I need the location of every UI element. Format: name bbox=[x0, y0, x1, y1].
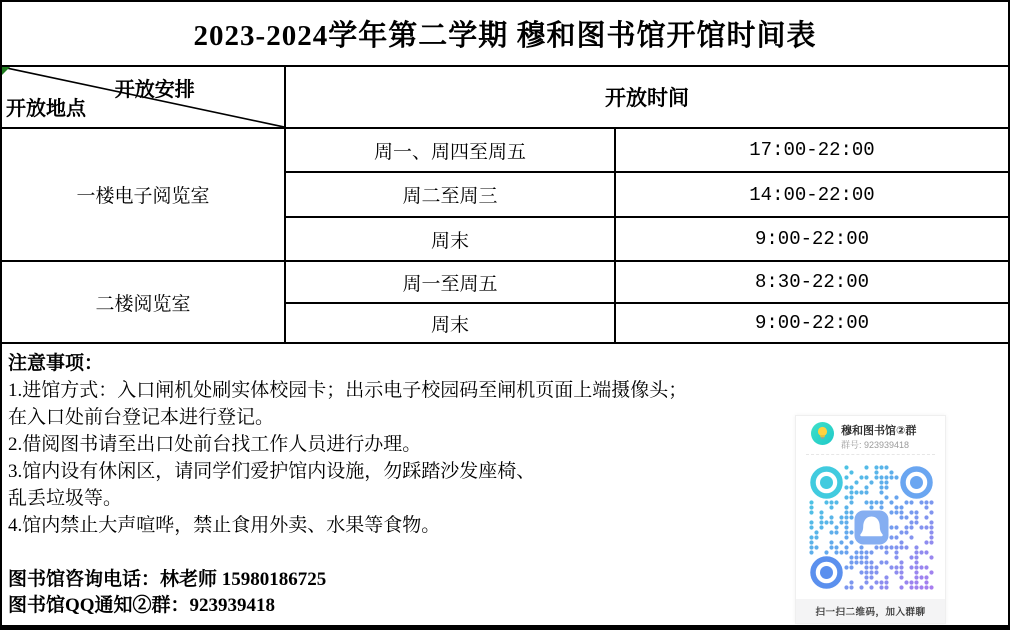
page-title: 2023-2024学年第二学期 穆和图书馆开馆时间表 bbox=[2, 2, 1008, 66]
time-cell: 8:30-22:00 bbox=[615, 261, 1008, 303]
note-line: 4.馆内禁止大声喧哗，禁止食用外卖、水果等食物。 bbox=[8, 515, 441, 536]
note-line: 在入口处前台登记本进行登记。 bbox=[8, 407, 275, 428]
table-row bbox=[2, 261, 1008, 303]
notes-heading: 注意事项： bbox=[8, 353, 104, 374]
days-cell: 周一、周四至周五 bbox=[285, 128, 615, 172]
header-open-time: 开放时间 bbox=[285, 66, 1008, 128]
location-floor1: 一楼电子阅览室 bbox=[2, 128, 285, 261]
cell-corner-marker bbox=[2, 67, 10, 75]
lightbulb-icon bbox=[811, 422, 834, 445]
location-floor2: 二楼阅览室 bbox=[2, 261, 285, 343]
qq-group-card bbox=[795, 415, 946, 624]
header-arrangement-label: 开放安排 bbox=[114, 79, 195, 101]
days-cell: 周末 bbox=[285, 217, 615, 261]
group-name: 穆和图书馆②群 bbox=[841, 425, 917, 437]
header-location-label: 开放地点 bbox=[6, 98, 86, 120]
qr-code-graphic bbox=[809, 465, 934, 590]
note-line: 1.进馆方式：入口闸机处刷实体校园卡；出示电子校园码至闸机页面上端摄像头； bbox=[8, 380, 688, 401]
note-line: 3.馆内设有休闲区，请同学们爱护馆内设施，勿踩踏沙发座椅、 bbox=[8, 461, 536, 482]
days-cell: 周一至周五 bbox=[285, 261, 615, 303]
time-cell: 17:00-22:00 bbox=[615, 128, 1008, 172]
group-avatar bbox=[811, 422, 834, 445]
table-row bbox=[2, 128, 1008, 172]
qr-scan-hint: 扫一扫二维码，加入群聊 bbox=[796, 599, 945, 623]
time-cell: 9:00-22:00 bbox=[615, 303, 1008, 343]
diagonal-header-cell bbox=[2, 66, 285, 128]
time-cell: 9:00-22:00 bbox=[615, 217, 1008, 261]
group-number: 群号: 923939418 bbox=[841, 440, 910, 450]
qq-group-qr-code bbox=[809, 465, 934, 590]
library-qq-line: 图书馆QQ通知②群：923939418 bbox=[8, 595, 276, 616]
days-cell: 周二至周三 bbox=[285, 172, 615, 217]
card-separator bbox=[806, 454, 935, 455]
library-phone-line: 图书馆咨询电话：林老师 15980186725 bbox=[8, 569, 327, 590]
schedule-table bbox=[2, 2, 1008, 344]
qq-card-header bbox=[796, 416, 945, 454]
note-line: 2.借阅图书请至出口处前台找工作人员进行办理。 bbox=[8, 434, 422, 455]
note-line: 乱丢垃圾等。 bbox=[8, 488, 123, 509]
days-cell: 周末 bbox=[285, 303, 615, 343]
time-cell: 14:00-22:00 bbox=[615, 172, 1008, 217]
